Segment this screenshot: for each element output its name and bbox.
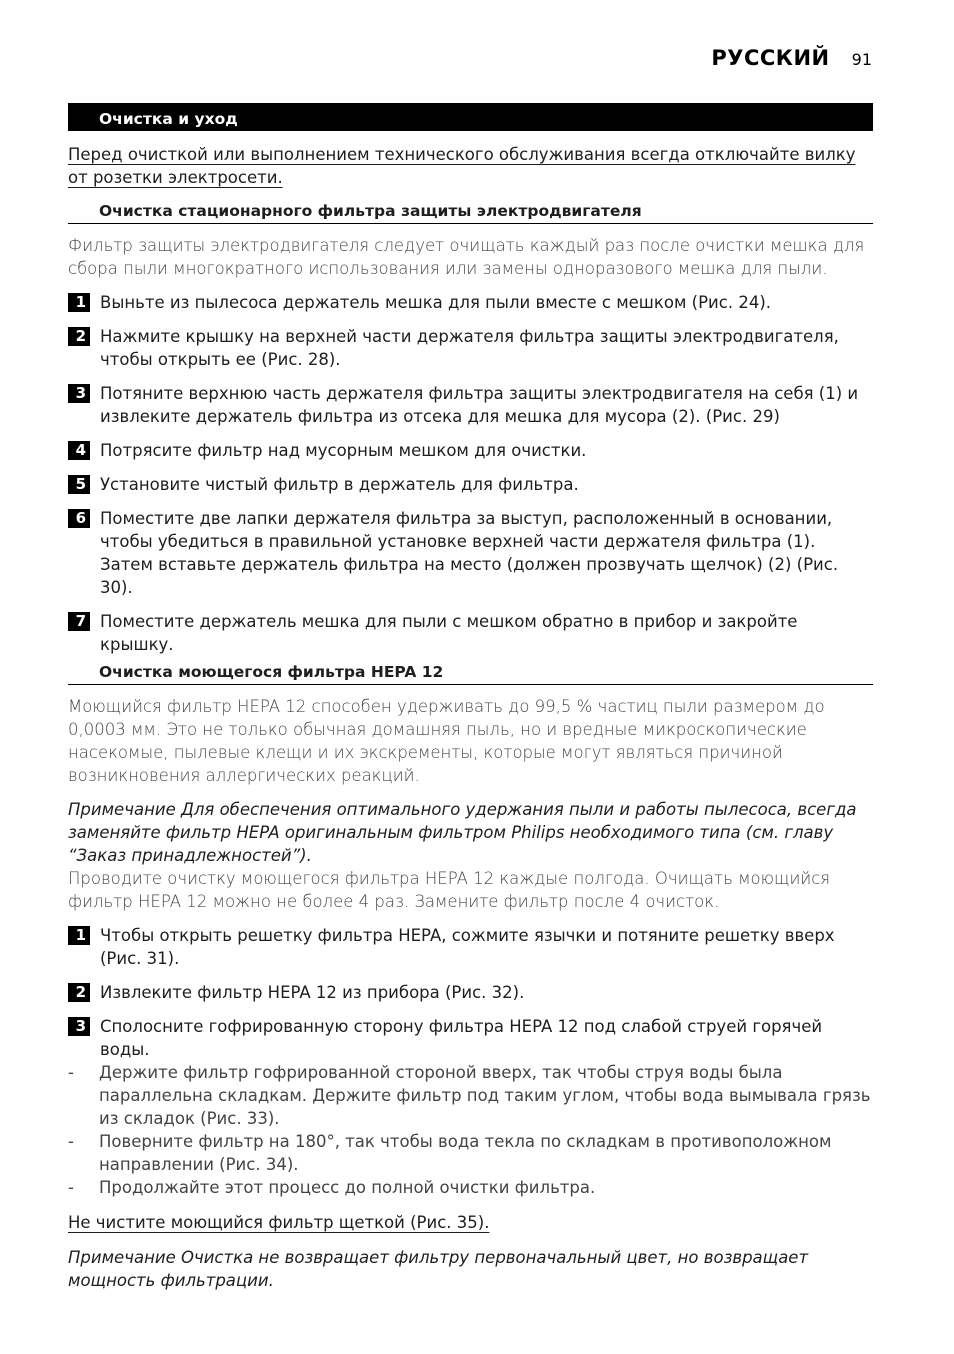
step-number: 5 bbox=[68, 475, 90, 494]
step-text: Потяните верхнюю часть держателя фильтра защиты электродвигателя на себя (1) и извлеките держатель фильтра из отсека для мешка для мусора (2). (Рис. 29) bbox=[100, 384, 859, 426]
hepa-filter-heading: Очистка моющегося фильтра HEPA 12 bbox=[68, 662, 873, 685]
hepa-note: Примечание Для обеспечения оптимального удержания пыли и работы пылесоса, всегда заменяйте фильтр HEPA оригинальным фильтром Philips необходимого типа (см. главу “Заказ принадлежностей”). bbox=[68, 800, 857, 865]
step-text: Поместите держатель мешка для пыли с мешком обратно в прибор и закройте крышку. bbox=[100, 612, 798, 654]
step-text: Выньте из пылесоса держатель мешка для пыли вместе с мешком (Рис. 24). bbox=[100, 293, 771, 312]
motor-step bbox=[68, 439, 873, 462]
language-label: РУССКИЙ bbox=[711, 46, 830, 70]
step-text: Нажмите крышку на верхней части держателя фильтра защиты электродвигателя, чтобы открыть ее (Рис. 28). bbox=[100, 327, 839, 369]
step-text: Чтобы открыть решетку фильтра HEPA, сожмите язычки и потяните решетку вверх (Рис. 31). bbox=[100, 926, 835, 968]
hepa-step bbox=[68, 981, 873, 1004]
step-number: 2 bbox=[68, 327, 90, 346]
step-text: Потрясите фильтр над мусорным мешком для очистки. bbox=[100, 441, 587, 460]
bullet-item bbox=[68, 1061, 873, 1130]
step-number: 7 bbox=[68, 612, 90, 631]
motor-step bbox=[68, 291, 873, 314]
motor-step bbox=[68, 325, 873, 371]
bullet-text: Поверните фильтр на 180°, так чтобы вода текла по складкам в противоположном направлении (Рис. 34). bbox=[99, 1132, 832, 1174]
bullet-text: Продолжайте этот процесс до полной очистки фильтра. bbox=[99, 1178, 596, 1197]
page-header bbox=[711, 46, 872, 70]
step-text: Поместите две лапки держателя фильтра за выступ, расположенный в основании, чтобы убедиться в правильной установке верхней части держателя фильтра (1). Затем вставьте держатель фильтра на место (должен прозвучать щелчок) (2) (Рис. 30). bbox=[100, 509, 839, 597]
step-number: 3 bbox=[68, 1017, 90, 1036]
hepa-step bbox=[68, 1015, 873, 1061]
page-number: 91 bbox=[851, 50, 872, 69]
motor-filter-intro: Фильтр защиты электродвигателя следует очищать каждый раз после очистки мешка для сбора пыли многократного использования или замены одноразового мешка для пыли. bbox=[68, 236, 865, 278]
hepa-filter-intro: Моющийся фильтр HEPA 12 способен удерживать до 99,5 % частиц пыли размером до 0,0003 мм. Это не только обычная домашняя пыль, но и вредные микроскопические насекомые, пылевые клещи и их экскременты, которые могут являться причиной возникновения аллергических реакций. bbox=[68, 697, 825, 785]
step-number: 3 bbox=[68, 384, 90, 403]
step-text: Извлеките фильтр HEPA 12 из прибора (Рис. 32). bbox=[100, 983, 525, 1002]
bullet-item bbox=[68, 1176, 873, 1199]
step-number: 1 bbox=[68, 293, 90, 312]
bullet-item bbox=[68, 1130, 873, 1176]
step-text: Сполосните гофрированную сторону фильтра HEPA 12 под слабой струей горячей воды. bbox=[100, 1017, 823, 1059]
bullet-dash: - bbox=[68, 1132, 74, 1151]
motor-step bbox=[68, 382, 873, 428]
motor-step bbox=[68, 473, 873, 496]
page-content bbox=[68, 103, 873, 1292]
step-text: Установите чистый фильтр в держатель для фильтра. bbox=[100, 475, 579, 494]
bullet-dash: - bbox=[68, 1063, 74, 1082]
hepa-step bbox=[68, 924, 873, 970]
step-number: 2 bbox=[68, 983, 90, 1002]
bullet-text: Держите фильтр гофрированной стороной вверх, так чтобы струя воды была параллельна складкам. Держите фильтр под таким углом, чтобы вода вымывала грязь из складок (Рис. 33). bbox=[99, 1063, 871, 1128]
step-number: 6 bbox=[68, 509, 90, 528]
bullet-dash: - bbox=[68, 1178, 74, 1197]
section-title: Очистка и уход bbox=[68, 103, 873, 131]
motor-step bbox=[68, 610, 873, 656]
step-number: 4 bbox=[68, 441, 90, 460]
hepa-note-color: Примечание Очистка не возвращает фильтру первоначальный цвет, но возвращает мощность фильтрации. bbox=[68, 1248, 809, 1290]
motor-filter-heading: Очистка стационарного фильтра защиты электродвигателя bbox=[68, 201, 873, 224]
hepa-schedule: Проводите очистку моющегося фильтра HEPA 12 каждые полгода. Очищать моющийся фильтр HEPA 12 можно не более 4 раз. Замените фильтр после 4 очисток. bbox=[68, 869, 831, 911]
warning-unplug: Перед очисткой или выполнением технического обслуживания всегда отключайте вилку от розетки электросети. bbox=[68, 145, 856, 187]
warning-no-brush: Не чистите моющийся фильтр щеткой (Рис. 35). bbox=[68, 1213, 490, 1232]
motor-step bbox=[68, 507, 873, 599]
step-number: 1 bbox=[68, 926, 90, 945]
